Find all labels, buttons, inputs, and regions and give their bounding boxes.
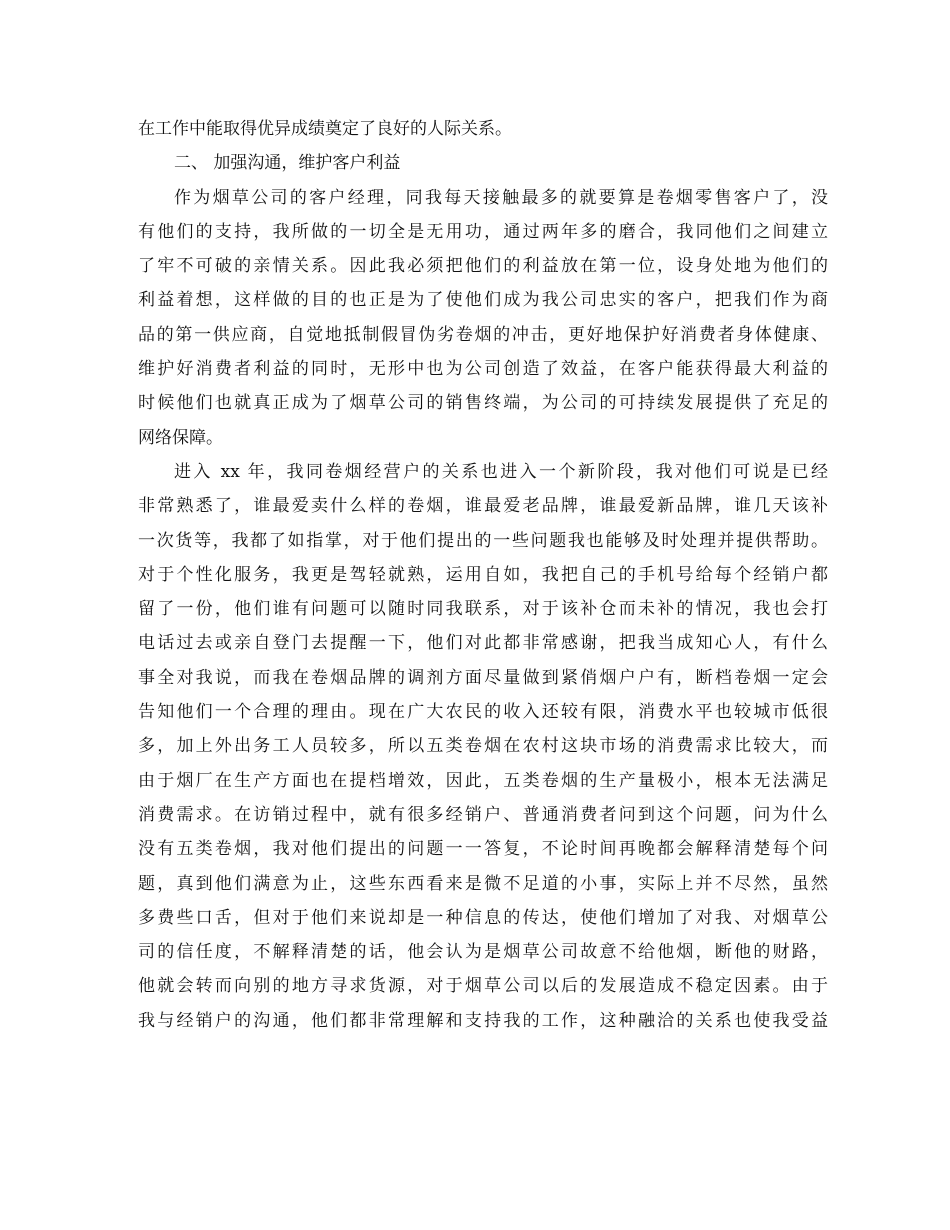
text-line: 在工作中能取得优异成绩奠定了良好的人际关系。 [138,119,512,139]
text-line: 没有五类卷烟，我对他们提出的问题一一答复，不论时间再晚都会解释清楚每个问 [138,839,828,860]
text-line: 多费些口舌，但对于他们来说却是一种信息的传达，使他们增加了对我、对烟草公 [138,907,828,928]
text-line: 我与经销户的沟通，他们都非常理解和支持我的工作，这种融洽的关系也使我受益 [138,1010,828,1031]
text-line: 告知他们一个合理的理由。现在广大农民的收入还较有限，消费水平也较城市低很 [138,702,828,723]
text-line: 他就会转而向别的地方寻求货源，对于烟草公司以后的发展造成不稳定因素。由于 [138,976,828,997]
text-line: 由于烟厂在生产方面也在提档增效，因此，五类卷烟的生产量极小，根本无法满足 [138,770,828,791]
text-line: 多，加上外出务工人员较多，所以五类卷烟在农村这块市场的消费需求比较大，而 [138,736,828,757]
text-line: 有他们的支持，我所做的一切全是无用功，通过两年多的磨合，我同他们之间建立 [138,221,828,242]
text-line: 电话过去或亲自登门去提醒一下，他们对此都非常感谢，把我当成知心人，有什么 [138,633,828,654]
text-line: 非常熟悉了，谁最爱卖什么样的卷烟，谁最爱老品牌，谁最爱新品牌，谁几天该补 [138,496,828,517]
text-line: 网络保障。 [138,427,223,448]
text-line: 司的信任度，不解释清楚的话，他会认为是烟草公司故意不给他烟，断他的财路， [138,942,828,963]
text-line: 留了一份，他们谁有问题可以随时同我联系，对于该补仓而未补的情况，我也会打 [138,599,828,620]
text-line: 题，真到他们满意为止，这些东西看来是微不足道的小事，实际上并不尽然，虽然 [138,873,828,894]
text-line: 一次货等，我都了如指掌，对于他们提出的一些问题我也能够及时处理并提供帮助。 [138,530,828,551]
text-line: 利益着想，这样做的目的也正是为了使他们成为我公司忠实的客户，把我们作为商 [138,290,828,311]
text-line: 对于个性化服务，我更是驾轻就熟，运用自如，我把自己的手机号给每个经销户都 [138,564,828,585]
text-line: 事全对我说，而我在卷烟品牌的调剂方面尽量做到紧俏烟户户有，断档卷烟一定会 [138,667,828,688]
text-line: 了牢不可破的亲情关系。因此我必须把他们的利益放在第一位，设身处地为他们的 [138,256,828,277]
section-heading: 二、 加强沟通，维护客户利益 [174,153,401,174]
text-line: 维护好消费者利益的同时，无形中也为公司创造了效益，在客户能获得最大利益的 [138,359,828,380]
text-line: 进入 xx 年，我同卷烟经营户的关系也进入一个新阶段，我对他们可说是已经 [174,461,828,482]
text-line: 作为烟草公司的客户经理，同我每天接触最多的就要算是卷烟零售客户了，没 [174,187,828,208]
document-body [138,112,828,1038]
text-line: 品的第一供应商，自觉地抵制假冒伪劣卷烟的冲击，更好地保护好消费者身体健康、 [138,324,828,345]
text-line: 时候他们也就真正成为了烟草公司的销售终端，为公司的可持续发展提供了充足的 [138,393,828,414]
text-line: 消费需求。在访销过程中，就有很多经销户、普通消费者问到这个问题，问为什么 [138,804,828,825]
